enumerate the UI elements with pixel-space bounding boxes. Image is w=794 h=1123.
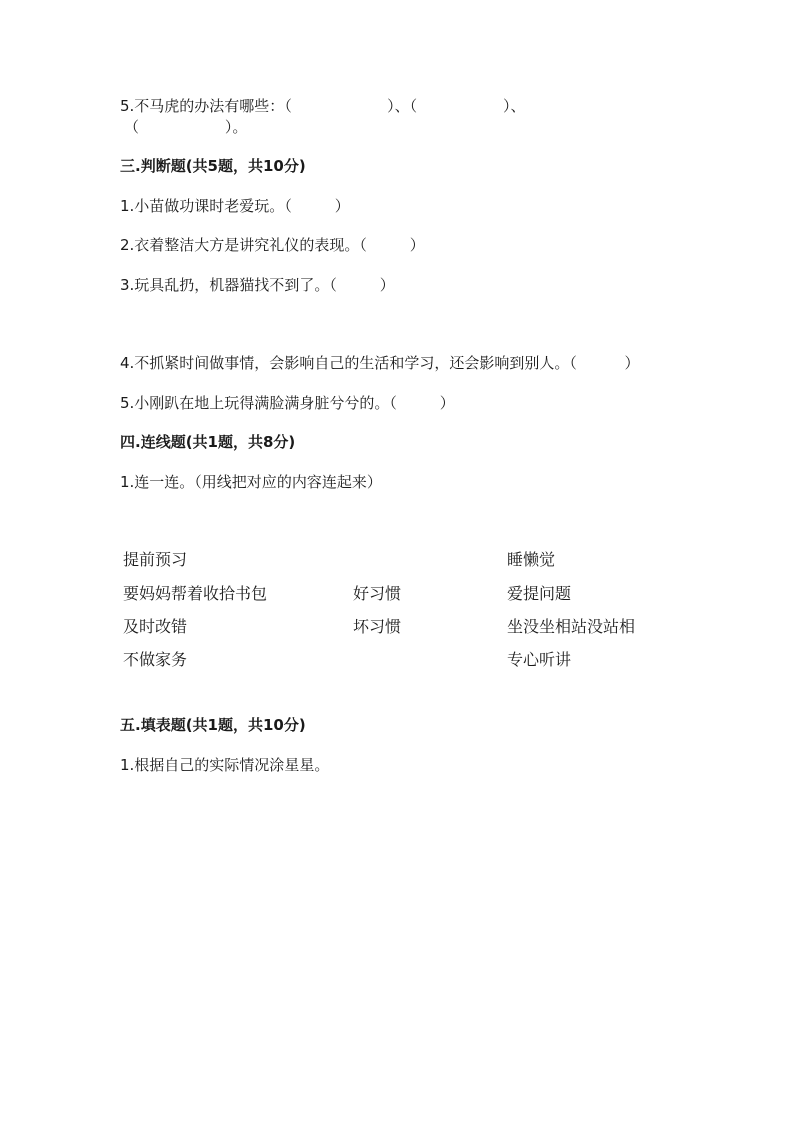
section-3-heading: 三.判断题(共5题，共10分) — [120, 157, 306, 175]
match-right-item: 爱提问题 — [507, 584, 572, 603]
match-left-item: 提前预习 — [123, 550, 188, 569]
judge-question-4: 4.不抓紧时间做事情，会影响自己的生活和学习，还会影响到别人。（ ） — [120, 354, 640, 372]
match-right-item: 坐没坐相站没站相 — [507, 617, 636, 636]
fill-question-5-line1: 5.不马虎的办法有哪些：（ ）、（ ）、 — [120, 97, 526, 115]
match-middle-item: 坏习惯 — [353, 617, 402, 636]
match-right-item: 专心听讲 — [507, 650, 572, 669]
judge-question-1: 1.小苗做功课时老爱玩。（ ） — [120, 197, 350, 215]
match-question-1: 1.连一连。（用线把对应的内容连起来） — [120, 473, 382, 491]
match-middle-item: 好习惯 — [353, 584, 402, 603]
fill-question-5-line2: （ ）。 — [124, 118, 248, 136]
section-4-heading: 四.连线题(共1题，共8分) — [120, 433, 296, 451]
match-left-item: 不做家务 — [123, 650, 188, 669]
table-question-1: 1.根据自己的实际情况涂星星。 — [120, 756, 330, 774]
section-5-heading: 五.填表题(共1题，共10分) — [120, 716, 306, 734]
judge-question-5: 5.小刚趴在地上玩得满脸满身脏兮兮的。（ ） — [120, 394, 455, 412]
match-left-item: 要妈妈帮着收拾书包 — [123, 584, 268, 603]
match-right-item: 睡懒觉 — [507, 550, 556, 569]
judge-question-2: 2.衣着整洁大方是讲究礼仪的表现。（ ） — [120, 236, 425, 254]
match-left-item: 及时改错 — [123, 617, 188, 636]
judge-question-3: 3.玩具乱扔，机器猫找不到了。（ ） — [120, 276, 395, 294]
